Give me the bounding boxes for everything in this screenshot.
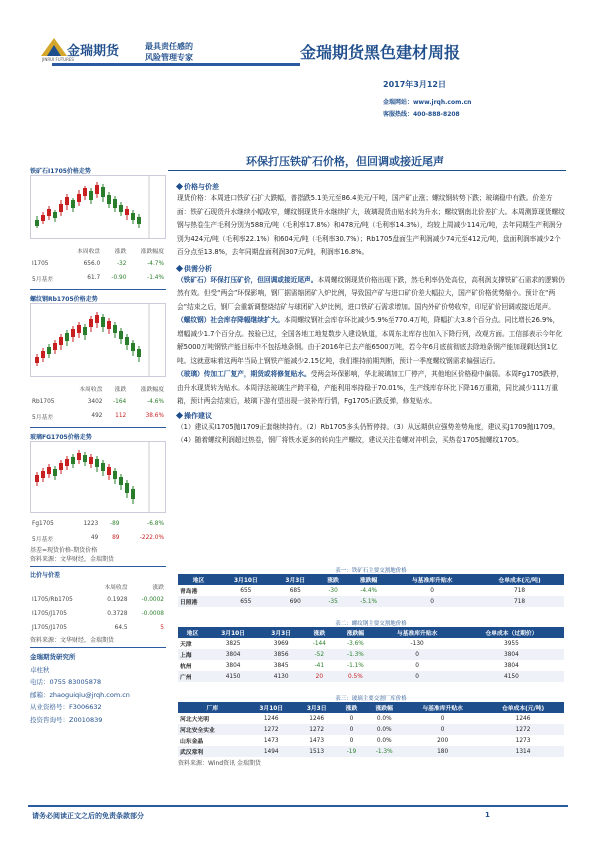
cell: I1705 (32, 261, 49, 267)
table-row (178, 713, 564, 724)
table-header-row (30, 243, 166, 257)
chart-iron-ore (30, 175, 166, 239)
section-title: 价格与价差 (184, 183, 219, 191)
cell: 武汉常利 (178, 746, 247, 757)
section-advice-text: （1）建议买I1705抛I1709正套继续持有。（2）Rb1705多头仍暂停持。（3）从远期供应强势差势角度，建议买J1709抛I1709。（4）随着螺纹利润超过热卷，钢厂将铁水更多的转向生产螺纹，建议关注卷螺对冲机会，买热卷1705抛螺纹1705。 (177, 422, 560, 444)
cell: -164 (113, 399, 127, 405)
cell: -1.1% (346, 662, 364, 669)
cell: 180 (403, 746, 482, 757)
header-cell: 厂库 (178, 702, 247, 713)
cell: 3969 (273, 640, 289, 647)
slogan-line-2: 风险管理专家 (145, 53, 193, 62)
cell: 3955 (504, 640, 519, 647)
header-cell: 仓单成本（过期价） (459, 627, 564, 638)
cell: 0 (375, 671, 458, 682)
headline: 环保打压铁矿石价格，但回调或接近尾声 (246, 155, 444, 168)
tables-area (178, 566, 564, 767)
cell: 64.5 (114, 625, 128, 631)
cell: 5月基差 (32, 276, 54, 283)
diamond-bullet-icon (176, 183, 183, 190)
table-row (30, 621, 166, 635)
cell: 718 (513, 587, 526, 594)
analyst-phone: 电话：0755 83005878 (30, 678, 102, 686)
header-cell: 3月3日 (272, 574, 318, 585)
table-header-row (30, 381, 166, 395)
iron-ore-delivery-table (178, 574, 564, 607)
header-cell: 涨跌 (114, 248, 127, 255)
cell: Rb1705 (32, 399, 55, 405)
cell: -4.7% (147, 261, 164, 267)
cell: 0.5% (335, 671, 375, 682)
table-header-row (178, 574, 564, 585)
divider (30, 427, 166, 428)
cell: 日照港 (178, 596, 219, 607)
table-row (178, 638, 564, 649)
paragraph-lead: （玻璃）传加工厂复产，期货或将修复贴水。 (177, 370, 311, 378)
cell: I1705/Rb1705 (32, 597, 73, 603)
cell: 5月基差 (32, 414, 54, 421)
cell: 0 (375, 649, 458, 660)
paragraph-body: 受两会环保影响，华北玻璃加工厂停产，其他地区价格稳中偏弱。本周Fg1705跌停，由升水现货转为贴水。本周浮法玻璃生产跨平稳，产能利用率持稳于70.01%，生产线库存环比下降16万重箱，同比减少111万重箱，预计两会结束后，玻璃下游有望出现一波补库行情，Fg1705正跌反弹，修复贴水。 (177, 370, 564, 405)
cell: 1246 (263, 715, 279, 722)
cell: 690 (272, 596, 318, 607)
header-cell: 本周收盘 (76, 248, 101, 255)
header-cell: 本周收盘 (79, 386, 103, 393)
logo-subtitle: JINRUI FUTURES (42, 57, 74, 62)
cell: 1246 (515, 715, 531, 722)
header-cell: 与基准库升贴水 (375, 627, 458, 638)
cell: Fg1705 (32, 521, 54, 527)
ratio-table (30, 579, 166, 635)
table-row (178, 735, 564, 746)
analyst-info (30, 651, 166, 726)
cell: 1513 (296, 746, 338, 757)
cell: 0 (403, 724, 482, 735)
table-header-row (30, 579, 166, 593)
tables-source: 资料来源：Wind资讯 金瑞期货 (178, 760, 261, 767)
cell: 49 (90, 535, 99, 541)
cell: 38.6% (145, 413, 164, 419)
cell: 3825 (225, 640, 241, 647)
cell: -6.8% (147, 521, 164, 527)
cell: -19 (338, 746, 366, 757)
cell: 1272 (296, 724, 338, 735)
cell: 0.1928 (107, 597, 128, 603)
table-row (178, 660, 564, 671)
sidebar (30, 166, 166, 726)
section-title: 操作建议 (184, 411, 212, 420)
header-cell: 地区 (178, 574, 219, 585)
glass-summary-table (30, 517, 166, 545)
cell: 655 (240, 587, 252, 594)
chart-title-rebar: 螺纹钢Rb1705价格走势 (30, 296, 98, 303)
cell: -0.90 (111, 275, 127, 281)
cell: 5月基差 (32, 536, 54, 543)
chart-glass (30, 441, 166, 513)
license-number: 从业资格号：F3006632 (30, 703, 102, 711)
section-supply-demand (177, 264, 565, 274)
paragraph-rebar (177, 314, 565, 368)
header-cell: 涨跌幅 (365, 702, 403, 713)
header-rule (52, 63, 300, 66)
paragraph-body: 本周螺纹钢社会库存环比减少5.9%至770.4万吨，降幅扩大3.8个百分点。同比增长26.9%，增幅减少1.7个百分点。按验已过，全国各地工地复数步入建设轨道，本周东北库存也加入下降行列，改观方面。工信部表示今年化解5000万吨钢铁产能目标中不包括地条钢。由于2016年已去产能6500万吨，若今年6月底前彻底去除地条钢产能加现剩达到1亿吨。这就意味着这两年当局上钢铁产能减少2.15亿吨，我们维持前期判断，预计一季度螺纹钢需求偏强运行。 (177, 316, 563, 365)
table-row (30, 593, 166, 607)
header-cell: 涨跌 (114, 386, 127, 393)
table-row (178, 585, 564, 596)
website-link[interactable]: 金瑞网站：www.jrqh.com.cn (383, 99, 472, 106)
table-row (178, 671, 564, 682)
hotline: 客服热线：400-888-8208 (383, 111, 460, 118)
cell: 200 (437, 737, 449, 744)
header-cell: 涨跌幅度 (140, 248, 164, 255)
cell: 492 (91, 413, 103, 419)
cell: -130 (410, 640, 424, 647)
cell: 3804 (207, 649, 259, 660)
cell: 4150 (459, 671, 564, 682)
cell: 河北大光明 (180, 717, 209, 723)
table-row (30, 257, 166, 271)
chart-title-glass: 玻璃FG1705价格走势 (30, 434, 92, 441)
section-price (177, 182, 565, 192)
cell: 685 (289, 587, 301, 594)
divider (30, 289, 166, 290)
cell: -35 (318, 596, 348, 607)
cell: 0.0% (376, 715, 392, 722)
cell: 1273 (515, 737, 531, 744)
paragraph-lead: （铁矿石）环保打压矿价，但回调或接近尾声。 (177, 275, 318, 284)
header-cell: 3月3日 (259, 627, 303, 638)
section-price-text: 现货价格：本周进口铁矿石扩大跌幅，普指跌5.1美元至86.4美元/干吨，国产矿止涨；螺纹钢转势下跌；玻璃稳中有跌。价差方面：铁矿石现货升水继续小幅收窄，螺纹钢现货升水继续扩大，玻璃现货由贴水转为升水；螺纹钢南北价差扩大。本周测算现货螺纹钢与热卷生产毛利分别为588元/吨（毛利率17.8%）和478元/吨（毛利率14.3%），均较上周减少114元/吨，去年同期生产利润分别为424元/吨（毛利率22.1%）和604元/吨（毛利率30.7%）；Rb1705盘面生产利润减少74元至412元/吨，盘面利润率减少2个百分点至13.8%，去年同期盘面利润307元/吨，利润率16.8%。 (177, 194, 565, 256)
table-a-caption: 表一：铁矿石主要交割地价格 (335, 568, 407, 574)
rebar-delivery-table (178, 627, 564, 682)
paragraph-lead: （螺纹钢）社会库存降幅继续扩大。 (177, 316, 284, 324)
cell: 广州 (178, 671, 207, 682)
cell: 1246 (309, 715, 325, 722)
table-b-caption: 表二：螺纹钢主要交割地价格 (335, 621, 407, 627)
table-row (30, 409, 166, 423)
table-row (30, 517, 166, 531)
cell: 0 (349, 715, 354, 722)
contact-info (383, 97, 471, 121)
iron-ore-summary-table (30, 243, 166, 285)
cell: -52 (303, 649, 335, 660)
cell: 112 (115, 413, 127, 419)
header-cell: 仓单成本(元/吨) (475, 574, 564, 585)
header-cell: 仓单成本(元/吨) (482, 702, 564, 713)
headline-rule (168, 170, 566, 171)
cell: 0 (349, 737, 354, 744)
cell: 3856 (259, 649, 303, 660)
chart-title-iron-ore: 铁矿石I1705价格走势 (30, 168, 91, 175)
cell: 5 (160, 625, 164, 631)
header-cell: 3月10日 (247, 702, 296, 713)
header-cell: 地区 (178, 627, 207, 638)
page-number: 1 (485, 811, 490, 819)
section-advice (177, 411, 565, 421)
cell: 61.7 (87, 275, 101, 281)
cell: -0.0008 (141, 611, 164, 617)
table-row (178, 649, 564, 660)
cell: 1272 (247, 724, 296, 735)
cell: 0 (338, 724, 366, 735)
table-header-row (178, 702, 564, 713)
header-cell: 涨跌 (303, 627, 335, 638)
main-column (177, 182, 565, 448)
cell: 3402 (87, 399, 103, 405)
slogan-line-1: 最具责任感的 (145, 42, 193, 51)
research-org: 金瑞期货研究所 (30, 653, 76, 661)
cell: -1.3% (365, 746, 403, 757)
cell: 718 (475, 596, 564, 607)
basis-note: 基差=现货价格-期货价格 (30, 547, 98, 554)
cell: 青岛港 (180, 589, 198, 595)
cell: 0.0% (376, 737, 392, 744)
diamond-bullet-icon (176, 264, 183, 271)
cell: 3804 (459, 649, 564, 660)
header-cell (30, 243, 65, 257)
cell: I1705/J1705 (32, 611, 67, 617)
cell: -89 (110, 521, 120, 527)
table-row (30, 271, 166, 285)
cell: 655 (219, 596, 272, 607)
glass-delivery-table (178, 702, 564, 757)
cell: 3804 (504, 662, 519, 669)
ratio-source: 资料来源：文华财经，金瑞期货 (30, 637, 115, 644)
cell: -144 (312, 640, 326, 647)
cell: 4130 (259, 671, 303, 682)
report-title: 金瑞期货黑色建材周报 (300, 43, 461, 62)
header-cell: 本周收盘 (104, 584, 128, 591)
cell: 0.0% (365, 724, 403, 735)
cell: 1314 (482, 746, 564, 757)
ratio-title: 比价与价差 (30, 572, 61, 579)
cell: J1705/J1705 (32, 625, 67, 631)
report-date: 2017年3月12日 (383, 80, 446, 89)
header-cell (30, 381, 67, 395)
header-cell: 涨跌 (152, 584, 164, 591)
cell: 山东金晶 (180, 739, 204, 745)
cell: -0.0002 (141, 597, 164, 603)
divider (30, 566, 166, 567)
table-row (30, 531, 166, 545)
cell: 89 (112, 535, 120, 541)
header-cell: 涨跌 (338, 702, 366, 713)
header-cell: 3月3日 (296, 702, 338, 713)
source-note: 资料来源：文华财经，金瑞期货 (30, 556, 115, 563)
section-title: 供需分析 (184, 264, 212, 273)
divider (30, 647, 166, 648)
cell: 0 (440, 715, 445, 722)
cell: 20 (303, 671, 335, 682)
advisory-number: 投资咨询号：Z0010839 (30, 715, 103, 724)
disclaimer-note: 请务必阅读正文之后的免责条款部分 (32, 812, 144, 820)
cell: 0 (389, 596, 475, 607)
table-row (30, 395, 166, 409)
cell: 0 (415, 662, 419, 669)
header-cell: 与基准库升贴水 (403, 702, 482, 713)
header-cell: 3月10日 (219, 574, 272, 585)
header-cell (30, 579, 92, 593)
cell: 河北安全实业 (178, 724, 247, 735)
table-row (178, 746, 564, 757)
cell: 3804 (225, 662, 241, 669)
cell: -41 (314, 662, 325, 669)
cell: 4150 (207, 671, 259, 682)
logo-name: 金瑞期货 (67, 44, 120, 59)
cell: 0.3728 (107, 611, 128, 617)
paragraph-iron-ore (177, 274, 565, 315)
cell: -30 (328, 587, 338, 594)
cell: -1.4% (147, 275, 164, 281)
analyst-email[interactable]: 邮箱：zhaoguiqiu@jrqh.com.cn (30, 690, 130, 699)
cell: 1473 (309, 737, 325, 744)
cell: 1494 (247, 746, 296, 757)
cell: 杭州 (180, 664, 192, 670)
analyst-name: 卓柱秋 (30, 665, 50, 674)
cell: 3845 (273, 662, 289, 669)
cell: -3.6% (346, 640, 364, 647)
cell: -32 (116, 261, 127, 267)
table-row (178, 596, 564, 607)
chart-rebar (30, 303, 166, 377)
slogan (145, 41, 193, 63)
paragraph-glass (177, 368, 565, 409)
header-cell: 涨跌 (318, 574, 348, 585)
cell: 1473 (263, 737, 279, 744)
cell: 1272 (482, 724, 564, 735)
table-header-row (178, 627, 564, 638)
cell: 上海 (178, 649, 207, 660)
cell: -5.1% (348, 596, 389, 607)
diamond-bullet-icon (176, 411, 183, 418)
table-row (30, 607, 166, 621)
header-cell: 与基准库升贴水 (389, 574, 475, 585)
cell: 0 (430, 587, 434, 594)
cell: 天津 (180, 642, 192, 648)
table-row (178, 724, 564, 735)
header-cell: 涨跌幅 (348, 574, 389, 585)
cell: 1223 (83, 521, 99, 527)
header-cell: 3月10日 (207, 627, 259, 638)
cell: -222.0% (139, 535, 164, 541)
table-c-caption: 表三：玻璃主要交割厂库价格 (335, 696, 407, 702)
header-cell: 涨跌幅度 (140, 386, 164, 393)
paragraph-body: 本周螺纹钢现货价格出现下跌，然毛利率仍处高位，高利润支撑铁矿石需求的逻辑仍然有效。但受“两会”环保影响，钢厂据需缩团矿入炉比例，导致国产矿与进口矿价差大幅拉大，国产矿价格优势缩小。预计在“两会”结束之后，钢厂会重新调整烧结矿与球团矿入炉比例，进口铁矿石需求增加。国内外矿价势收窄，印尼矿价回调或接近尾声。 (177, 275, 565, 311)
cell: -4.6% (147, 399, 164, 405)
rebar-summary-table (30, 381, 166, 423)
cell: -4.4% (360, 587, 378, 594)
cell: -1.3% (335, 649, 375, 660)
cell: 656.0 (83, 261, 101, 267)
header-cell: 涨跌幅 (335, 627, 375, 638)
